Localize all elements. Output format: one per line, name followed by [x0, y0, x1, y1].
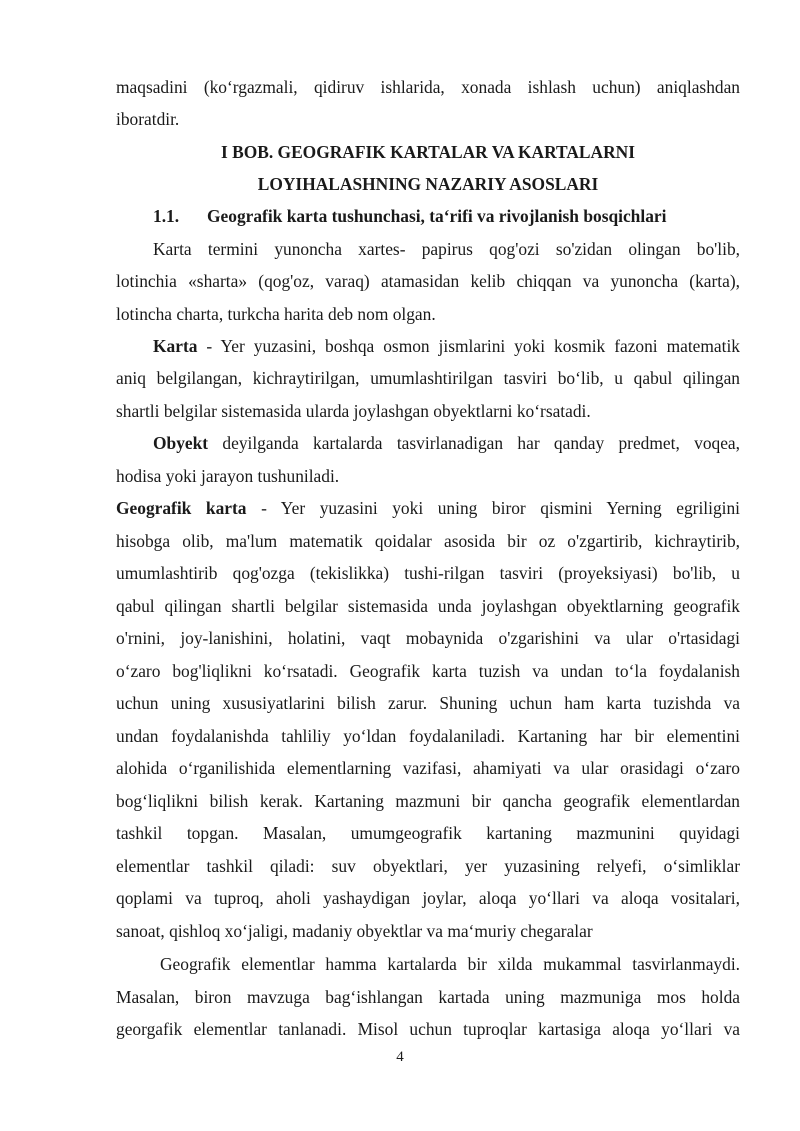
intro-line-2: iboratdir.: [116, 109, 180, 129]
p4-line-9: alohida o‘rganilishida elementlarning vazifasi, ahamiyati va ular orasidagi o‘zaro: [116, 758, 740, 778]
p4-line-5: o'rnini, joy-lanishini, holatini, vaqt mobaynida o'zgarishini va ular o'rtasidagi: [116, 628, 740, 648]
p4-line-6: o‘zaro bog'liqlikni ko‘rsatadi. Geografik karta tuzish va undan to‘la foydalanish: [116, 661, 740, 681]
p3-line-2: hodisa yoki jarayon tushuniladi.: [116, 466, 340, 486]
p1-line-3: lotincha charta, turkcha harita deb nom olgan.: [116, 304, 436, 324]
p2-line-2: aniq belgilangan, kichraytirilgan, umumlashtirilgan tasviri bo‘lib, u qabul qilingan: [116, 368, 740, 388]
page-number: 4: [396, 1049, 404, 1065]
p3-line-1: [153, 427, 740, 459]
chapter-title-line-2: LOYIHALASHNING NAZARIY ASOSLARI: [257, 174, 599, 194]
p4-line-14: sanoat, qishloq xo‘jaligi, madaniy obyektlar va ma‘muriy chegaralar: [116, 921, 593, 941]
p5-line-3: georgafik elementlar tanlanadi. Misol uchun tuproqlar kartasiga aloqa yo‘llari va: [116, 1019, 740, 1039]
section-heading: [153, 200, 753, 232]
section-number: 1.1.: [153, 206, 180, 226]
p4-line-12: elementlar tashkil qiladi: suv obyektlari, yer yuzasining relyefi, o‘simliklar: [116, 856, 740, 876]
p3-line-1-text: deyilganda kartalarda tasvirlanadigan har qanday predmet, voqea,: [208, 433, 740, 453]
p4-line-1-text: - Yer yuzasini yoki uning biror qismini Yerning egriligini: [246, 498, 740, 518]
p5-line-1: Geografik elementlar hamma kartalarda bir xilda mukammal tasvirlanmaydi.: [160, 954, 740, 974]
obyekt-term: Obyekt: [153, 433, 209, 453]
p4-line-8: undan foydalanishda tahliliy yo‘ldan foydalaniladi. Kartaning har bir elementini: [116, 726, 740, 746]
p4-line-10: bog‘liqlikni bilish kerak. Kartaning mazmuni bir qancha geografik elementlardan: [116, 791, 740, 811]
p4-line-7: uchun uning xususiyatlarini bilish zarur. Shuning uchun ham karta tuzishda va: [116, 693, 740, 713]
p1-line-2: lotinchia «sharta» (qog'oz, varaq) atamasidan kelib chiqqan va yunoncha (karta),: [116, 271, 740, 291]
geografik-karta-term: Geografik karta: [116, 498, 247, 518]
p2-line-1: [153, 330, 740, 362]
p4-line-1: [116, 492, 740, 524]
section-title: Geografik karta tushunchasi, ta‘rifi va rivojlanish bosqichlari: [207, 206, 667, 226]
p4-line-3: umumlashtirib qog'ozga (tekislikka) tushi-rilgan tasviri (proyeksiyasi) bo'lib, u: [116, 563, 740, 583]
p4-line-13: qoplami va tuproq, aholi yashaydigan joylar, aloqa yo‘llari va aloqa vositalari,: [116, 888, 740, 908]
p4-line-2: hisobga olib, ma'lum matematik qoidalar asosida bir oz o'zgartirib, kichraytirib,: [116, 531, 740, 551]
p1-line-1: Karta termini yunoncha xartes- papirus qog'ozi so'zidan olingan bo'lib,: [153, 239, 740, 259]
p2-line-3: shartli belgilar sistemasida ularda joylashgan obyektlarni ko‘rsatadi.: [116, 401, 591, 421]
p4-line-11: tashkil topgan. Masalan, umumgeografik kartaning mazmunini quyidagi: [116, 823, 740, 843]
intro-line-1: maqsadini (ko‘rgazmali, qidiruv ishlarida, xonada ishlash uchun) aniqlashdan: [116, 77, 740, 97]
p4-line-4: qabul qilingan shartli belgilar sistemasida unda joylashgan obyektlarning geografik: [116, 596, 740, 616]
karta-term: Karta: [153, 336, 198, 356]
p5-line-2: Masalan, biron mavzuga bag‘ishlangan kartada uning mazmuniga mos holda: [116, 987, 740, 1007]
p2-line-1-text: - Yer yuzasini, boshqa osmon jismlarini yoki kosmik fazoni matematik: [197, 336, 740, 356]
chapter-title-line-1: I BOB. GEOGRAFIK KARTALAR VA KARTALARNI: [221, 142, 635, 162]
